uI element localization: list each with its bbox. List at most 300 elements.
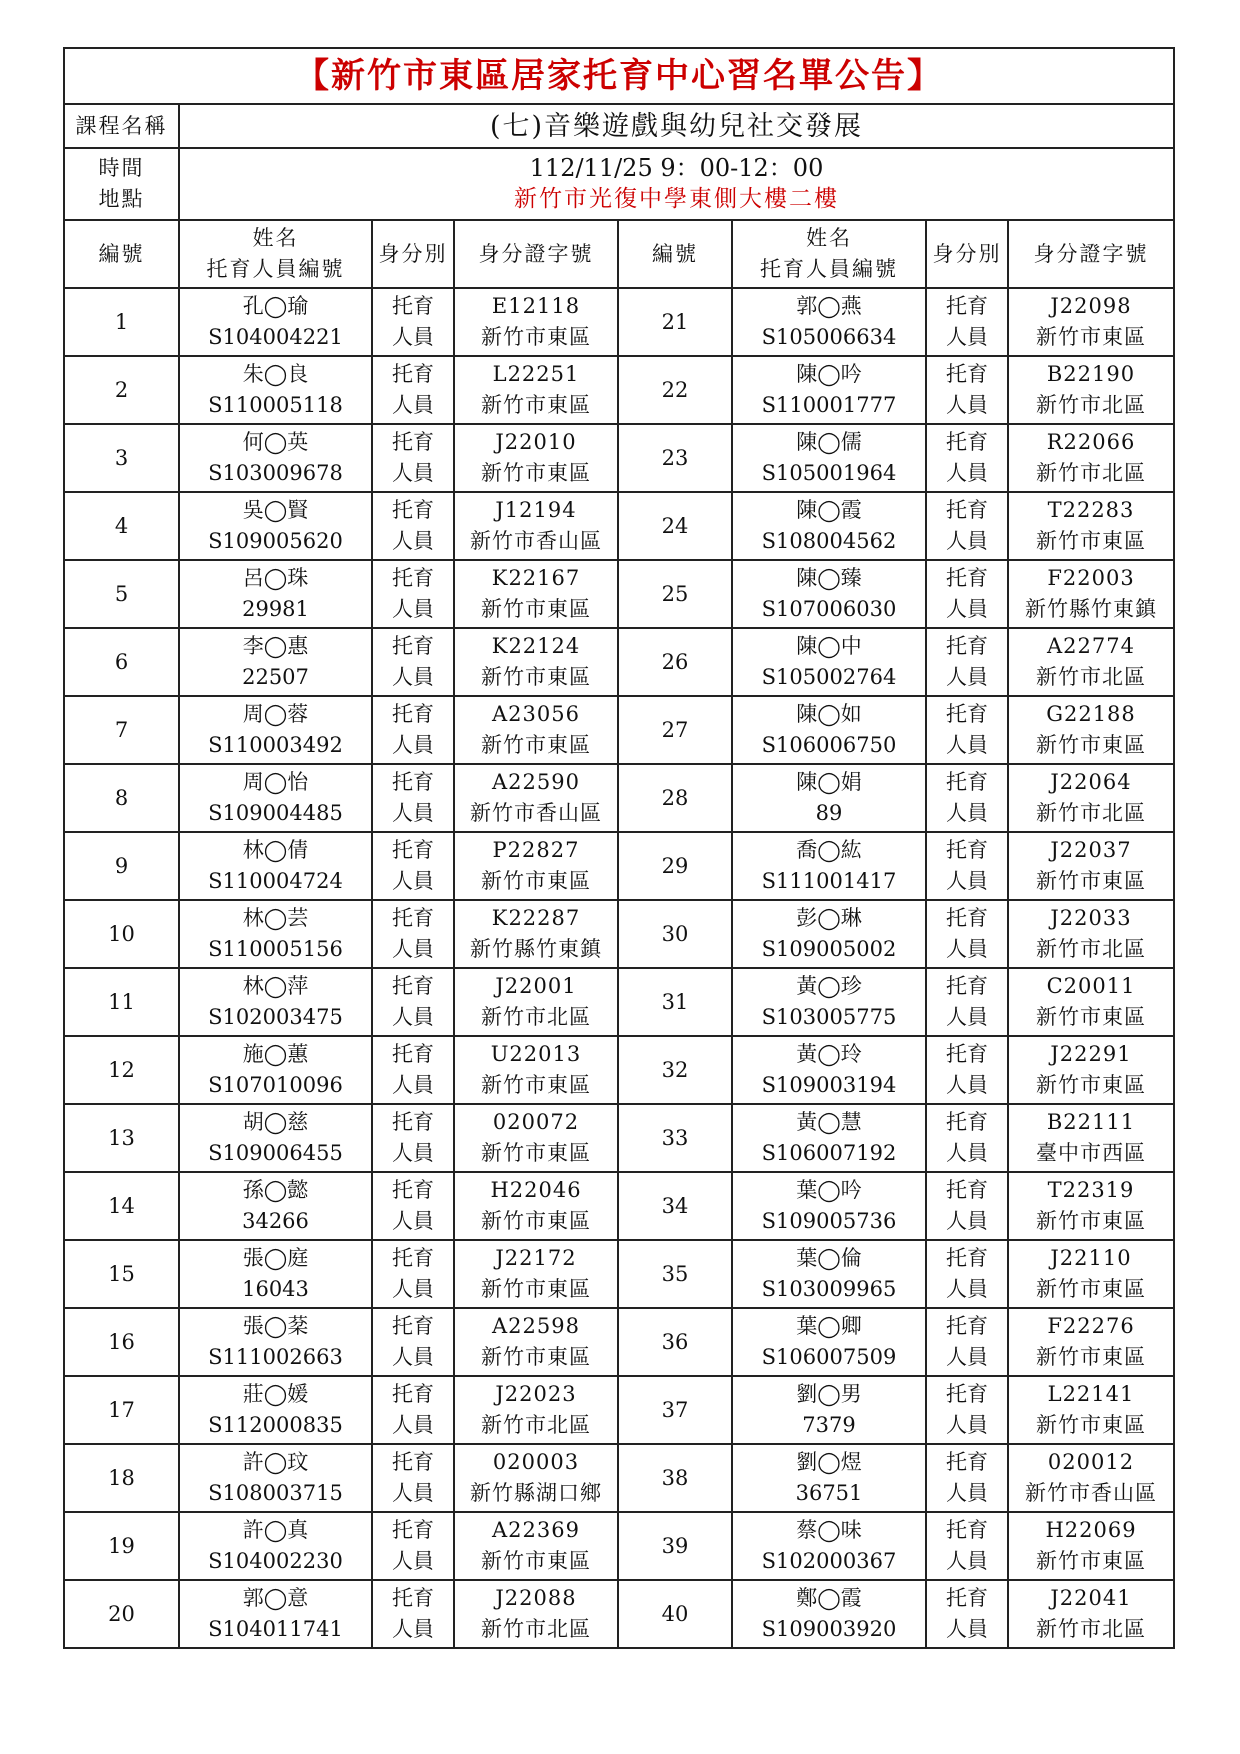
identity-line1: 托育 bbox=[392, 498, 434, 522]
row-number-text: 31 bbox=[661, 989, 689, 1014]
name-cell bbox=[732, 1376, 926, 1444]
staff-id: S110003492 bbox=[208, 733, 343, 757]
name-cell bbox=[179, 492, 372, 560]
identity-cell bbox=[372, 424, 454, 492]
identity-line1: 托育 bbox=[946, 974, 988, 998]
identity-cell bbox=[926, 900, 1008, 968]
staff-id: S108004562 bbox=[761, 529, 897, 553]
row-number bbox=[618, 356, 732, 424]
identity-cell bbox=[372, 1512, 454, 1580]
identity-line2: 人員 bbox=[392, 869, 434, 893]
person-name: 莊◯媛 bbox=[242, 1382, 309, 1406]
name-cell bbox=[179, 1172, 372, 1240]
header-id-number: 身分證字號 bbox=[1008, 220, 1174, 288]
row-number bbox=[64, 764, 179, 832]
name-cell bbox=[732, 1172, 926, 1240]
person-name: 林◯倩 bbox=[242, 838, 309, 862]
person-name: 陳◯如 bbox=[796, 702, 862, 726]
row-number bbox=[618, 492, 732, 560]
session-time: 112/11/25 9：00-12：00 bbox=[529, 154, 824, 182]
identity-line1: 托育 bbox=[392, 362, 434, 386]
identity-line2: 人員 bbox=[946, 665, 988, 689]
residence-area: 新竹縣湖口鄉 bbox=[470, 1481, 602, 1505]
id-number-cell bbox=[1008, 1308, 1174, 1376]
person-name: 郭◯意 bbox=[242, 1586, 309, 1610]
id-code: J22023 bbox=[495, 1382, 577, 1406]
id-code: R22066 bbox=[1046, 430, 1136, 454]
identity-cell bbox=[926, 1580, 1008, 1648]
identity-line1: 托育 bbox=[946, 430, 988, 454]
roster-table bbox=[63, 47, 1175, 1649]
row-number-text: 3 bbox=[114, 445, 129, 470]
row-number-text: 17 bbox=[108, 1397, 135, 1422]
course-name: (七)音樂遊戲與幼兒社交發展 bbox=[179, 104, 1174, 148]
row-number bbox=[618, 968, 732, 1036]
name-cell bbox=[179, 1308, 372, 1376]
id-code: G22188 bbox=[1046, 702, 1136, 726]
identity-line2: 人員 bbox=[392, 1413, 434, 1437]
row-number bbox=[64, 1172, 179, 1240]
row-number-text: 37 bbox=[661, 1397, 689, 1422]
residence-area: 新竹市北區 bbox=[1036, 801, 1146, 825]
name-cell bbox=[732, 1444, 926, 1512]
staff-id: 36751 bbox=[795, 1481, 863, 1505]
residence-area: 新竹市東區 bbox=[1036, 1005, 1146, 1029]
name-cell bbox=[732, 1308, 926, 1376]
header-number: 編號 bbox=[64, 220, 179, 288]
header-name-label: 姓名 bbox=[252, 226, 299, 250]
staff-id: S104002230 bbox=[208, 1549, 343, 1573]
id-number-cell bbox=[1008, 1172, 1174, 1240]
row-number-text: 36 bbox=[661, 1329, 689, 1354]
identity-line2: 人員 bbox=[946, 1005, 988, 1029]
name-cell bbox=[179, 1512, 372, 1580]
row-number-text: 34 bbox=[661, 1193, 689, 1218]
identity-cell bbox=[926, 1240, 1008, 1308]
identity-cell bbox=[372, 832, 454, 900]
table-row bbox=[64, 560, 1174, 628]
id-code: 020003 bbox=[492, 1450, 580, 1474]
residence-area: 新竹市東區 bbox=[1036, 869, 1146, 893]
identity-line1: 托育 bbox=[392, 1314, 434, 1338]
identity-cell bbox=[372, 1444, 454, 1512]
person-name: 陳◯娟 bbox=[796, 770, 862, 794]
name-cell bbox=[179, 356, 372, 424]
id-code: A22590 bbox=[492, 770, 580, 794]
identity-line1: 托育 bbox=[946, 1110, 988, 1134]
person-name: 林◯萍 bbox=[242, 974, 309, 998]
header-number: 編號 bbox=[618, 220, 732, 288]
residence-area: 新竹市東區 bbox=[481, 1345, 591, 1369]
identity-line1: 托育 bbox=[946, 1586, 988, 1610]
identity-line2: 人員 bbox=[946, 1073, 988, 1097]
row-number bbox=[64, 696, 179, 764]
person-name: 許◯玟 bbox=[242, 1450, 309, 1474]
id-code: A22369 bbox=[492, 1518, 580, 1542]
id-number-cell bbox=[454, 832, 618, 900]
table-row bbox=[64, 424, 1174, 492]
identity-line2: 人員 bbox=[946, 325, 988, 349]
identity-cell bbox=[372, 900, 454, 968]
residence-area: 新竹市東區 bbox=[481, 325, 591, 349]
row-number bbox=[618, 1512, 732, 1580]
staff-id: S111002663 bbox=[208, 1345, 343, 1369]
id-number-cell bbox=[1008, 1512, 1174, 1580]
staff-id: S111001417 bbox=[761, 869, 897, 893]
title-row bbox=[64, 48, 1174, 104]
person-name: 喬◯紘 bbox=[796, 838, 862, 862]
name-cell bbox=[732, 1512, 926, 1580]
identity-line2: 人員 bbox=[946, 529, 988, 553]
residence-area: 新竹縣竹東鎮 bbox=[1025, 597, 1157, 621]
id-code: J22098 bbox=[1050, 294, 1132, 318]
table-row bbox=[64, 968, 1174, 1036]
row-number-text: 35 bbox=[661, 1261, 689, 1286]
residence-area: 新竹市東區 bbox=[481, 393, 591, 417]
person-name: 劉◯男 bbox=[796, 1382, 862, 1406]
id-code: J12194 bbox=[495, 498, 577, 522]
identity-cell bbox=[372, 628, 454, 696]
staff-id: S110005118 bbox=[208, 393, 343, 417]
residence-area: 新竹市北區 bbox=[1036, 1617, 1146, 1641]
identity-line2: 人員 bbox=[946, 461, 988, 485]
identity-line2: 人員 bbox=[946, 869, 988, 893]
row-number bbox=[618, 1036, 732, 1104]
id-number-cell bbox=[1008, 288, 1174, 356]
identity-line2: 人員 bbox=[392, 1073, 434, 1097]
name-cell bbox=[732, 1580, 926, 1648]
identity-line2: 人員 bbox=[392, 1617, 434, 1641]
id-code: J22172 bbox=[495, 1246, 577, 1270]
person-name: 陳◯臻 bbox=[796, 566, 862, 590]
id-number-cell bbox=[454, 1172, 618, 1240]
name-cell bbox=[732, 628, 926, 696]
table-row bbox=[64, 1444, 1174, 1512]
residence-area: 新竹市東區 bbox=[481, 461, 591, 485]
residence-area: 新竹市東區 bbox=[481, 869, 591, 893]
header-id-number: 身分證字號 bbox=[454, 220, 618, 288]
staff-id: S112000835 bbox=[208, 1413, 343, 1437]
name-cell bbox=[732, 492, 926, 560]
identity-line2: 人員 bbox=[392, 325, 434, 349]
identity-line1: 托育 bbox=[392, 1450, 434, 1474]
id-code: J22088 bbox=[495, 1586, 577, 1610]
staff-id: 7379 bbox=[802, 1413, 856, 1437]
row-number-text: 5 bbox=[114, 581, 129, 606]
person-name: 黃◯珍 bbox=[796, 974, 862, 998]
residence-area: 新竹市東區 bbox=[1036, 1549, 1146, 1573]
row-number bbox=[64, 1104, 179, 1172]
table-row bbox=[64, 832, 1174, 900]
table-row bbox=[64, 696, 1174, 764]
row-number-text: 26 bbox=[661, 649, 689, 674]
staff-id: S109005002 bbox=[761, 937, 897, 961]
table-row bbox=[64, 1376, 1174, 1444]
identity-cell bbox=[926, 832, 1008, 900]
person-name: 劉◯煜 bbox=[796, 1450, 862, 1474]
id-code: J22001 bbox=[495, 974, 577, 998]
row-number bbox=[64, 1036, 179, 1104]
residence-area: 臺中市西區 bbox=[1036, 1141, 1146, 1165]
id-number-cell bbox=[1008, 764, 1174, 832]
identity-line1: 托育 bbox=[946, 906, 988, 930]
identity-cell bbox=[372, 1036, 454, 1104]
id-code: K22124 bbox=[491, 634, 581, 658]
staff-id: S109003920 bbox=[761, 1617, 897, 1641]
staff-id: S104011741 bbox=[208, 1617, 343, 1641]
identity-line2: 人員 bbox=[392, 1549, 434, 1573]
identity-cell bbox=[372, 1308, 454, 1376]
row-number-text: 19 bbox=[108, 1533, 135, 1558]
staff-id: S107010096 bbox=[208, 1073, 343, 1097]
row-number bbox=[618, 1172, 732, 1240]
row-number-text: 13 bbox=[108, 1125, 135, 1150]
row-number-text: 33 bbox=[661, 1125, 689, 1150]
identity-line2: 人員 bbox=[946, 733, 988, 757]
identity-cell bbox=[372, 1172, 454, 1240]
header-staff-id-label: 托育人員編號 bbox=[760, 257, 898, 281]
residence-area: 新竹市東區 bbox=[1036, 1277, 1146, 1301]
id-number-cell bbox=[454, 288, 618, 356]
id-code: B22190 bbox=[1046, 362, 1136, 386]
person-name: 蔡◯味 bbox=[796, 1518, 862, 1542]
id-number-cell bbox=[454, 1376, 618, 1444]
identity-line1: 托育 bbox=[392, 1110, 434, 1134]
row-number bbox=[64, 1512, 179, 1580]
identity-line1: 托育 bbox=[392, 770, 434, 794]
person-name: 張◯棻 bbox=[242, 1314, 309, 1338]
identity-line1: 托育 bbox=[392, 294, 434, 318]
row-number-text: 30 bbox=[661, 921, 689, 946]
identity-cell bbox=[926, 424, 1008, 492]
identity-cell bbox=[926, 1104, 1008, 1172]
row-number bbox=[64, 1240, 179, 1308]
residence-area: 新竹市北區 bbox=[1036, 393, 1146, 417]
name-cell bbox=[179, 900, 372, 968]
person-name: 朱◯良 bbox=[242, 362, 309, 386]
residence-area: 新竹市東區 bbox=[1036, 325, 1146, 349]
id-code: J22041 bbox=[1050, 1586, 1132, 1610]
identity-line1: 托育 bbox=[946, 1178, 988, 1202]
identity-cell bbox=[372, 696, 454, 764]
id-code: 020012 bbox=[1047, 1450, 1135, 1474]
identity-line2: 人員 bbox=[946, 393, 988, 417]
id-number-cell bbox=[454, 764, 618, 832]
identity-line1: 托育 bbox=[946, 634, 988, 658]
id-number-cell bbox=[454, 1104, 618, 1172]
person-name: 黃◯玲 bbox=[796, 1042, 862, 1066]
residence-area: 新竹市東區 bbox=[1036, 1073, 1146, 1097]
identity-cell bbox=[926, 1308, 1008, 1376]
name-cell bbox=[732, 968, 926, 1036]
residence-area: 新竹市北區 bbox=[481, 1413, 591, 1437]
identity-line1: 托育 bbox=[946, 1382, 988, 1406]
person-name: 周◯蓉 bbox=[242, 702, 309, 726]
identity-cell bbox=[372, 1376, 454, 1444]
name-cell bbox=[179, 764, 372, 832]
row-number-text: 22 bbox=[661, 377, 689, 402]
time-place-label bbox=[64, 148, 179, 220]
identity-cell bbox=[926, 288, 1008, 356]
name-cell bbox=[732, 560, 926, 628]
person-name: 張◯庭 bbox=[242, 1246, 309, 1270]
person-name: 孫◯懿 bbox=[242, 1178, 309, 1202]
staff-id: S110001777 bbox=[761, 393, 897, 417]
residence-area: 新竹市東區 bbox=[481, 1277, 591, 1301]
id-code: U22013 bbox=[490, 1042, 582, 1066]
header-name-label: 姓名 bbox=[806, 226, 852, 250]
table-row bbox=[64, 492, 1174, 560]
staff-id: S102000367 bbox=[761, 1549, 897, 1573]
id-number-cell bbox=[1008, 1240, 1174, 1308]
identity-line1: 托育 bbox=[946, 770, 988, 794]
staff-id: S106007509 bbox=[761, 1345, 897, 1369]
person-name: 吳◯賢 bbox=[242, 498, 309, 522]
id-code: L22141 bbox=[1047, 1382, 1135, 1406]
name-cell bbox=[179, 1036, 372, 1104]
identity-line2: 人員 bbox=[392, 1209, 434, 1233]
name-cell bbox=[732, 900, 926, 968]
staff-id: 22507 bbox=[242, 665, 309, 689]
row-number bbox=[64, 1580, 179, 1648]
id-code: H22046 bbox=[490, 1178, 582, 1202]
name-cell bbox=[179, 628, 372, 696]
id-code: P22827 bbox=[492, 838, 580, 862]
table-row bbox=[64, 1580, 1174, 1648]
row-number-text: 14 bbox=[108, 1193, 135, 1218]
course-row bbox=[64, 104, 1174, 148]
person-name: 周◯怡 bbox=[242, 770, 309, 794]
residence-area: 新竹市東區 bbox=[481, 665, 591, 689]
identity-line1: 托育 bbox=[392, 702, 434, 726]
identity-cell bbox=[372, 560, 454, 628]
identity-line2: 人員 bbox=[392, 597, 434, 621]
row-number bbox=[618, 1444, 732, 1512]
identity-line1: 托育 bbox=[946, 1450, 988, 1474]
id-code: K22167 bbox=[491, 566, 581, 590]
identity-line2: 人員 bbox=[392, 461, 434, 485]
id-code: J22010 bbox=[495, 430, 577, 454]
table-row bbox=[64, 288, 1174, 356]
identity-line1: 托育 bbox=[946, 1314, 988, 1338]
page-title: 【新竹市東區居家托育中心習名單公告】 bbox=[64, 48, 1174, 104]
staff-id: 16043 bbox=[242, 1277, 309, 1301]
id-number-cell bbox=[1008, 356, 1174, 424]
identity-line1: 托育 bbox=[946, 1246, 988, 1270]
row-number-text: 32 bbox=[661, 1057, 689, 1082]
person-name: 何◯英 bbox=[242, 430, 309, 454]
identity-line2: 人員 bbox=[392, 733, 434, 757]
id-code: E12118 bbox=[491, 294, 581, 318]
identity-line2: 人員 bbox=[946, 801, 988, 825]
table-row bbox=[64, 1512, 1174, 1580]
staff-id: 34266 bbox=[242, 1209, 309, 1233]
identity-line2: 人員 bbox=[946, 1549, 988, 1573]
residence-area: 新竹市東區 bbox=[481, 1141, 591, 1165]
id-code: H22069 bbox=[1045, 1518, 1137, 1542]
identity-line1: 托育 bbox=[392, 634, 434, 658]
staff-id: S105001964 bbox=[761, 461, 897, 485]
row-number bbox=[64, 900, 179, 968]
identity-cell bbox=[372, 968, 454, 1036]
person-name: 葉◯吟 bbox=[796, 1178, 862, 1202]
person-name: 葉◯倫 bbox=[796, 1246, 862, 1270]
header-name bbox=[732, 220, 926, 288]
name-cell bbox=[179, 968, 372, 1036]
id-number-cell bbox=[1008, 1444, 1174, 1512]
identity-line1: 托育 bbox=[392, 1518, 434, 1542]
name-cell bbox=[179, 1376, 372, 1444]
row-number-text: 7 bbox=[114, 717, 129, 742]
time-label: 時間 bbox=[98, 156, 145, 180]
row-number-text: 1 bbox=[114, 309, 129, 334]
person-name: 胡◯慈 bbox=[242, 1110, 309, 1134]
identity-line1: 托育 bbox=[946, 702, 988, 726]
id-number-cell bbox=[1008, 832, 1174, 900]
staff-id: S105002764 bbox=[761, 665, 897, 689]
id-code: J22291 bbox=[1050, 1042, 1132, 1066]
identity-line1: 托育 bbox=[946, 1042, 988, 1066]
row-number bbox=[618, 560, 732, 628]
row-number-text: 12 bbox=[108, 1057, 135, 1082]
staff-id: S103009678 bbox=[208, 461, 343, 485]
identity-line2: 人員 bbox=[392, 1345, 434, 1369]
id-code: L22251 bbox=[492, 362, 580, 386]
row-number-text: 4 bbox=[114, 513, 129, 538]
name-cell bbox=[732, 288, 926, 356]
identity-line1: 托育 bbox=[392, 838, 434, 862]
identity-cell bbox=[926, 1172, 1008, 1240]
id-code: A22774 bbox=[1047, 634, 1135, 658]
staff-id: S109005620 bbox=[208, 529, 343, 553]
id-code: K22287 bbox=[491, 906, 581, 930]
table-row bbox=[64, 764, 1174, 832]
identity-cell bbox=[926, 492, 1008, 560]
identity-cell bbox=[372, 356, 454, 424]
id-number-cell bbox=[1008, 492, 1174, 560]
table-row bbox=[64, 628, 1174, 696]
identity-line1: 托育 bbox=[392, 1042, 434, 1066]
person-name: 陳◯吟 bbox=[796, 362, 862, 386]
id-code: A22598 bbox=[492, 1314, 580, 1338]
staff-id: S104004221 bbox=[208, 325, 343, 349]
row-number bbox=[618, 1240, 732, 1308]
row-number bbox=[64, 1308, 179, 1376]
header-identity: 身分別 bbox=[926, 220, 1008, 288]
identity-line2: 人員 bbox=[946, 937, 988, 961]
table-row bbox=[64, 1308, 1174, 1376]
row-number bbox=[618, 1308, 732, 1376]
row-number-text: 20 bbox=[108, 1601, 135, 1626]
row-number bbox=[64, 288, 179, 356]
identity-line2: 人員 bbox=[946, 1413, 988, 1437]
person-name: 李◯惠 bbox=[242, 634, 309, 658]
person-name: 陳◯霞 bbox=[796, 498, 862, 522]
id-number-cell bbox=[454, 424, 618, 492]
id-number-cell bbox=[1008, 424, 1174, 492]
staff-id: S109005736 bbox=[761, 1209, 897, 1233]
header-identity: 身分別 bbox=[372, 220, 454, 288]
staff-id: S110005156 bbox=[208, 937, 343, 961]
identity-line1: 托育 bbox=[946, 838, 988, 862]
person-name: 陳◯儒 bbox=[796, 430, 862, 454]
residence-area: 新竹市北區 bbox=[1036, 461, 1146, 485]
staff-id: S105006634 bbox=[761, 325, 897, 349]
staff-id: S108003715 bbox=[208, 1481, 343, 1505]
person-name: 鄭◯霞 bbox=[796, 1586, 862, 1610]
row-number bbox=[64, 628, 179, 696]
id-number-cell bbox=[1008, 560, 1174, 628]
